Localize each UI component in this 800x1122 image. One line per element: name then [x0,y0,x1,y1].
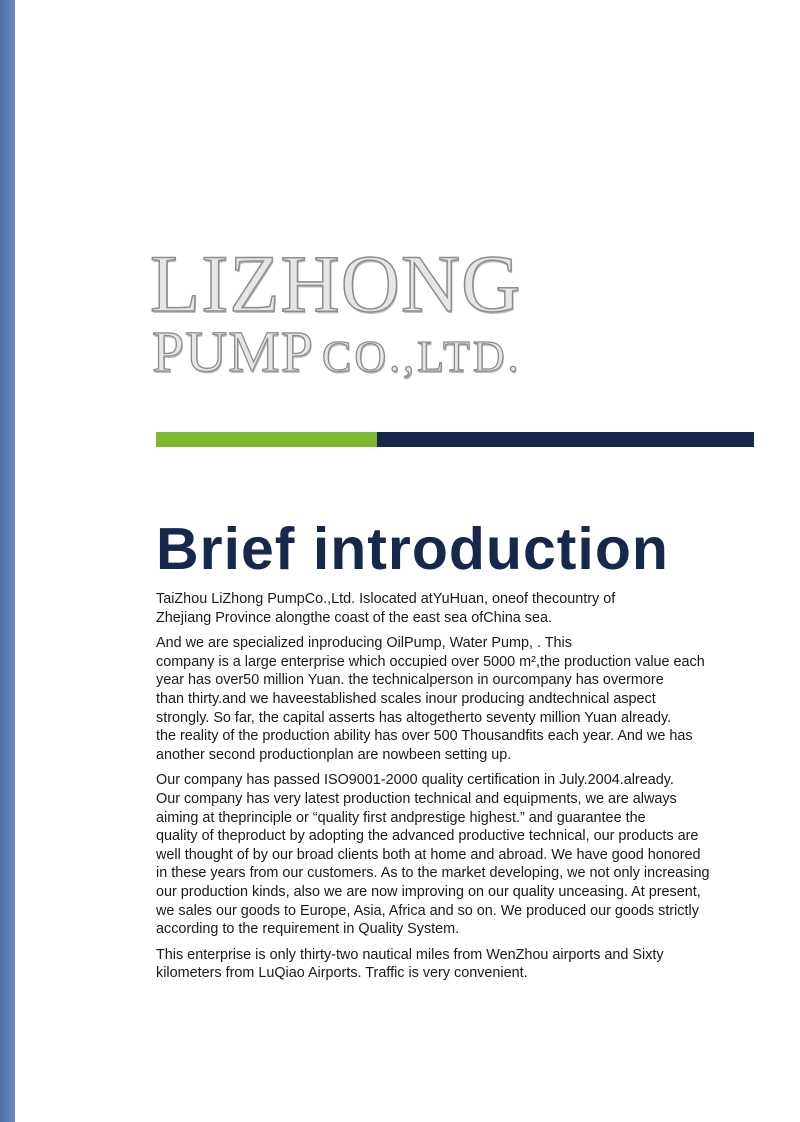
company-logo-subtitle [152,319,612,397]
text-line: aiming at theprinciple or “quality first andprestige highest.” and guarantee the [156,809,646,826]
text-line: company is a large enterprise which occupied over 5000 m²,the production value each [156,653,705,670]
accent-bar-navy [377,432,754,447]
text-line: well thought of by our broad clients both at home and abroad. We have good honored [156,846,701,863]
logo-co-ltd: CO.,LTD. [321,332,522,381]
paragraph-specialization [156,634,766,764]
page-title: Brief introduction [156,516,669,582]
introduction-body [156,590,766,990]
text-line: Our company has passed ISO9001-2000 quality certification in July.2004.already. [156,772,674,789]
text-line: the reality of the production ability has over 500 Thousandfits each year. And we has [156,728,693,745]
text-line: TaiZhou LiZhong PumpCo.,Ltd. Islocated atYuHuan, oneof thecountry of [156,591,616,607]
text-line: quality of theproduct by adopting the advanced productive technical, our products are [156,828,699,845]
paragraph-traffic [156,946,766,983]
text-line: kilometers from LuQiao Airports. Traffic is very convenient. [156,965,528,982]
accent-bar-green [156,432,377,447]
text-line: Our company has very latest production technical and equipments, we are always [156,790,677,807]
text-line: Zhejiang Province alongthe coast of the east sea ofChina sea. [156,609,552,626]
text-line: according to the requirement in Quality System. [156,921,460,938]
text-line: another second productionplan are nowbeen setting up. [156,746,512,763]
text-line: we sales our goods to Europe, Asia, Africa and so on. We produced our goods strictly [156,902,699,919]
text-line: year has over50 million Yuan. the technicalperson in ourcompany has overmore [156,672,664,689]
text-line: our production kinds, also we are now improving on our quality unceasing. At present, [156,883,701,900]
text-line: than thirty.and we haveestablished scales inour producing andtechnical aspect [156,690,656,707]
company-logo-name: LIZHONG [150,238,522,329]
side-stripe [0,0,15,1122]
text-line: strongly. So far, the capital asserts has altogetherto seventy million Yuan already. [156,709,672,726]
paragraph-location [156,590,766,627]
text-line: This enterprise is only thirty-two nautical miles from WenZhou airports and Sixty [156,946,664,963]
text-line: in these years from our customers. As to the market developing, we not only increasing [156,865,710,882]
text-line: And we are specialized inproducing OilPump, Water Pump, . This [156,635,572,652]
paragraph-quality [156,771,766,938]
logo-pump-word: PUMP [152,319,314,384]
